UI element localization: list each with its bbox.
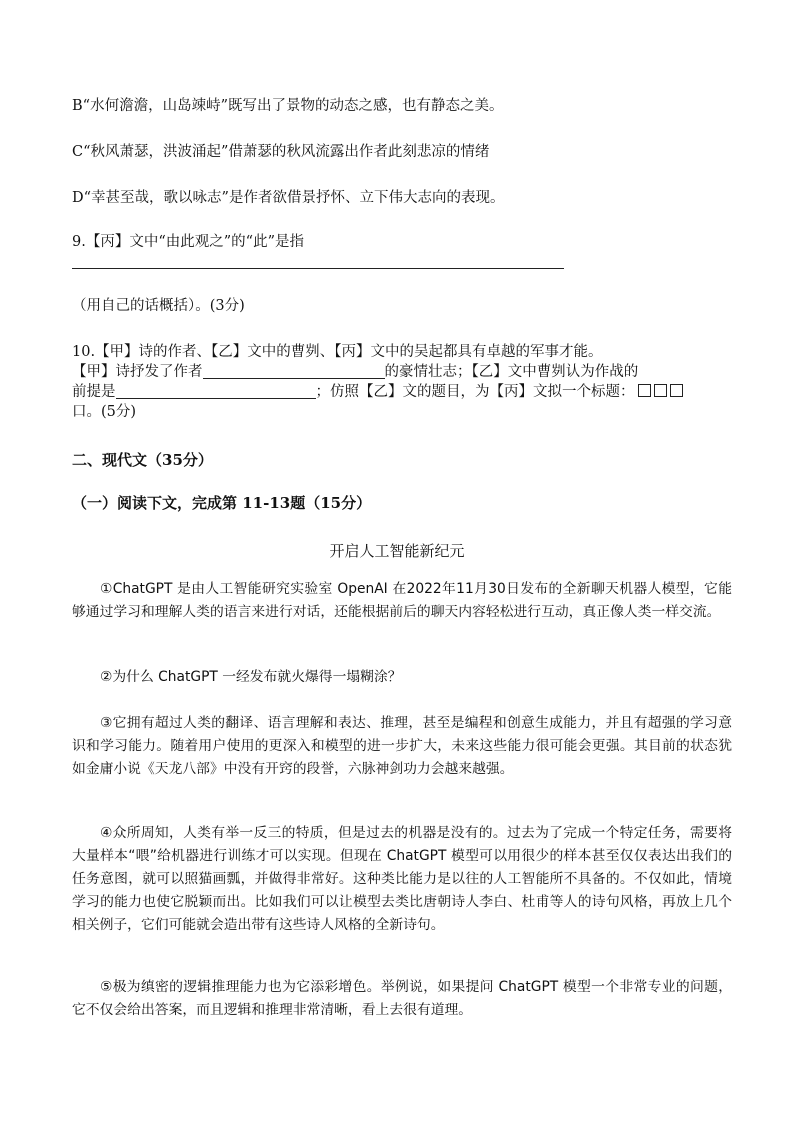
- answer-blank-2[interactable]: [116, 382, 316, 399]
- question-10-line1: 10.【甲】诗的作者、【乙】文中的曹刿、【丙】文中的吴起都具有卓越的军事才能。: [72, 344, 603, 360]
- title-box-3[interactable]: [670, 384, 683, 397]
- answer-blank-1[interactable]: [203, 362, 385, 379]
- q10-text-d: ；仿照【乙】文的题目，为【丙】文拟一个标题：: [315, 384, 635, 400]
- paragraph-2: ②为什么 ChatGPT 一经发布就火爆得一塌糊涂？: [100, 669, 402, 685]
- paragraph-4: ④众所周知，人类有举一反三的特质，但是过去的机器是没有的。过去为了完成一个特定任务，需要将大量样本“喂”给机器进行训练才可以实现。但现在 ChatGPT 模型可以用很少的样本甚至仅仅表达出我们的任务意图，就可以照猫画瓢，并做得非常好。这种类比能力是以往的人工智能所不具备的。不仅如此，情境学习的能力也使它脱颖而出。比如我们可以让模型去类比唐朝诗人李白、杜甫等人的诗句风格，再放上几个相关例子，它们可能就会造出带有这些诗人风格的全新诗句。: [72, 825, 732, 933]
- paragraph-3: ③它拥有超过人类的翻译、语言理解和表达、推理，甚至是编程和创意生成能力，并且有超强的学习意识和学习能力。随着用户使用的更深入和模型的进一步扩大，未来这些能力很可能会更强。其目前的状态犹如金庸小说《天龙八部》中没有开窍的段誉，六脉神剑功力会越来越强。: [72, 715, 732, 777]
- option-b: B“水何澹澹，山岛竦峙”既写出了景物的动态之感，也有静态之美。: [72, 98, 504, 114]
- q10-text-c: 前提是: [72, 384, 116, 400]
- question-9-tail: （用自己的话概括）。(3分): [72, 298, 245, 314]
- answer-blank-line[interactable]: [72, 268, 564, 269]
- option-d: D“幸甚至哉，歌以咏志”是作者欲借景抒怀、立下伟大志向的表现。: [72, 190, 505, 206]
- option-c: C“秋风萧瑟，洪波涌起”借萧瑟的秋风流露出作者此刻悲凉的情绪: [72, 144, 490, 160]
- q10-text-a: 【甲】诗抒发了作者: [72, 364, 203, 380]
- title-box-2[interactable]: [654, 384, 667, 397]
- section-title: 二、现代文（35分）: [72, 451, 213, 469]
- paragraph-1: ①ChatGPT 是由人工智能研究实验室 OpenAI 在2022年11月30日发布的全新聊天机器人模型，它能够通过学习和理解人类的语言来进行对话，还能根据前后的聊天内容轻松进行互动，真正像人类一样交流。: [72, 581, 732, 620]
- question-10-line2: [72, 362, 732, 382]
- question-10-line3: [72, 382, 732, 402]
- question-10-line4: 口。(5分): [72, 404, 137, 420]
- q10-text-b: 的豪情壮志；【乙】文中曹刿认为作战的: [384, 364, 639, 380]
- title-box-1[interactable]: [638, 384, 651, 397]
- question-9-stem: 9.【丙】文中“由此观之”的“此”是指: [72, 234, 304, 250]
- article-title: 开启人工智能新纪元: [329, 542, 465, 560]
- paragraph-5: ⑤极为缜密的逻辑推理能力也为它添彩增色。举例说，如果提问 ChatGPT 模型一个非常专业的问题，它不仅会给出答案，而且逻辑和推理非常清晰，看上去很有道理。: [72, 979, 732, 1018]
- section-subtitle: （一）阅读下文，完成第 11-13题（15分）: [72, 494, 372, 512]
